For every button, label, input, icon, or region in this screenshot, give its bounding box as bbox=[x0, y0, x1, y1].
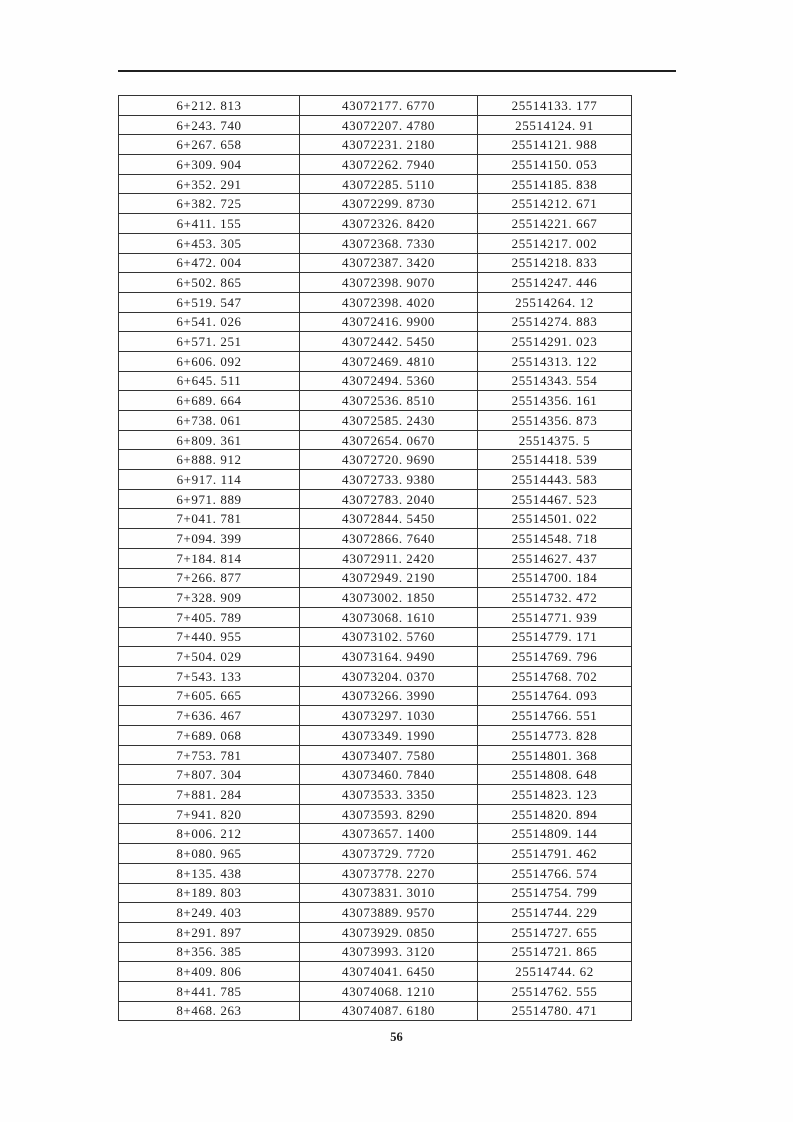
table-row bbox=[119, 765, 632, 785]
page-number: 56 bbox=[390, 1030, 403, 1044]
y-coordinate-cell: 25514779. 171 bbox=[478, 627, 632, 647]
y-coordinate-cell: 25514744. 229 bbox=[478, 903, 632, 923]
x-coordinate-cell: 43073778. 2270 bbox=[300, 863, 478, 883]
x-coordinate-cell: 43073068. 1610 bbox=[300, 607, 478, 627]
y-coordinate-cell: 25514375. 5 bbox=[478, 430, 632, 450]
table-row bbox=[119, 607, 632, 627]
y-coordinate-cell: 25514762. 555 bbox=[478, 981, 632, 1001]
x-coordinate-cell: 43072469. 4810 bbox=[300, 351, 478, 371]
station-cell: 7+266. 877 bbox=[119, 568, 300, 588]
station-cell: 7+041. 781 bbox=[119, 509, 300, 529]
station-cell: 6+571. 251 bbox=[119, 332, 300, 352]
x-coordinate-cell: 43072416. 9900 bbox=[300, 312, 478, 332]
table-row bbox=[119, 962, 632, 982]
table-row bbox=[119, 686, 632, 706]
x-coordinate-cell: 43073002. 1850 bbox=[300, 588, 478, 608]
table-row bbox=[119, 785, 632, 805]
y-coordinate-cell: 25514501. 022 bbox=[478, 509, 632, 529]
x-coordinate-cell: 43072387. 3420 bbox=[300, 253, 478, 273]
x-coordinate-cell: 43073102. 5760 bbox=[300, 627, 478, 647]
x-coordinate-cell: 43073657. 1400 bbox=[300, 824, 478, 844]
table-row bbox=[119, 214, 632, 234]
x-coordinate-cell: 43072949. 2190 bbox=[300, 568, 478, 588]
y-coordinate-cell: 25514764. 093 bbox=[478, 686, 632, 706]
table-row bbox=[119, 903, 632, 923]
y-coordinate-cell: 25514343. 554 bbox=[478, 371, 632, 391]
table-row bbox=[119, 568, 632, 588]
x-coordinate-cell: 43072733. 9380 bbox=[300, 470, 478, 490]
station-cell: 7+605. 665 bbox=[119, 686, 300, 706]
x-coordinate-cell: 43073204. 0370 bbox=[300, 666, 478, 686]
y-coordinate-cell: 25514217. 002 bbox=[478, 233, 632, 253]
x-coordinate-cell: 43073993. 3120 bbox=[300, 942, 478, 962]
header-divider bbox=[118, 70, 676, 72]
x-coordinate-cell: 43072844. 5450 bbox=[300, 509, 478, 529]
x-coordinate-cell: 43074087. 6180 bbox=[300, 1001, 478, 1021]
y-coordinate-cell: 25514754. 799 bbox=[478, 883, 632, 903]
station-cell: 6+453. 305 bbox=[119, 233, 300, 253]
table-row bbox=[119, 174, 632, 194]
y-coordinate-cell: 25514221. 667 bbox=[478, 214, 632, 234]
y-coordinate-cell: 25514124. 91 bbox=[478, 115, 632, 135]
x-coordinate-cell: 43073266. 3990 bbox=[300, 686, 478, 706]
y-coordinate-cell: 25514780. 471 bbox=[478, 1001, 632, 1021]
x-coordinate-cell: 43073929. 0850 bbox=[300, 922, 478, 942]
station-cell: 7+941. 820 bbox=[119, 804, 300, 824]
station-cell: 8+006. 212 bbox=[119, 824, 300, 844]
station-cell: 7+328. 909 bbox=[119, 588, 300, 608]
station-cell: 6+212. 813 bbox=[119, 96, 300, 116]
x-coordinate-cell: 43073407. 7580 bbox=[300, 745, 478, 765]
y-coordinate-cell: 25514771. 939 bbox=[478, 607, 632, 627]
station-cell: 6+971. 889 bbox=[119, 489, 300, 509]
station-cell: 8+441. 785 bbox=[119, 981, 300, 1001]
y-coordinate-cell: 25514773. 828 bbox=[478, 726, 632, 746]
table-row bbox=[119, 470, 632, 490]
y-coordinate-cell: 25514791. 462 bbox=[478, 844, 632, 864]
x-coordinate-cell: 43073349. 1990 bbox=[300, 726, 478, 746]
table-row bbox=[119, 371, 632, 391]
station-cell: 6+917. 114 bbox=[119, 470, 300, 490]
x-coordinate-cell: 43072368. 7330 bbox=[300, 233, 478, 253]
station-cell: 7+094. 399 bbox=[119, 529, 300, 549]
table-row bbox=[119, 824, 632, 844]
table-row bbox=[119, 666, 632, 686]
y-coordinate-cell: 25514744. 62 bbox=[478, 962, 632, 982]
y-coordinate-cell: 25514823. 123 bbox=[478, 785, 632, 805]
station-cell: 7+405. 789 bbox=[119, 607, 300, 627]
station-cell: 8+080. 965 bbox=[119, 844, 300, 864]
table-row bbox=[119, 430, 632, 450]
x-coordinate-cell: 43073729. 7720 bbox=[300, 844, 478, 864]
station-cell: 6+606. 092 bbox=[119, 351, 300, 371]
x-coordinate-cell: 43072720. 9690 bbox=[300, 450, 478, 470]
table-row bbox=[119, 981, 632, 1001]
coordinate-table bbox=[118, 95, 632, 1021]
x-coordinate-cell: 43072398. 4020 bbox=[300, 292, 478, 312]
x-coordinate-cell: 43072494. 5360 bbox=[300, 371, 478, 391]
y-coordinate-cell: 25514809. 144 bbox=[478, 824, 632, 844]
station-cell: 8+189. 803 bbox=[119, 883, 300, 903]
table-row bbox=[119, 647, 632, 667]
table-row bbox=[119, 844, 632, 864]
x-coordinate-cell: 43073533. 3350 bbox=[300, 785, 478, 805]
table-row bbox=[119, 706, 632, 726]
station-cell: 7+504. 029 bbox=[119, 647, 300, 667]
station-cell: 6+888. 912 bbox=[119, 450, 300, 470]
y-coordinate-cell: 25514700. 184 bbox=[478, 568, 632, 588]
table-row bbox=[119, 548, 632, 568]
table-row bbox=[119, 292, 632, 312]
table-row bbox=[119, 332, 632, 352]
y-coordinate-cell: 25514732. 472 bbox=[478, 588, 632, 608]
y-coordinate-cell: 25514808. 648 bbox=[478, 765, 632, 785]
table-row bbox=[119, 883, 632, 903]
station-cell: 7+807. 304 bbox=[119, 765, 300, 785]
table-row bbox=[119, 351, 632, 371]
y-coordinate-cell: 25514356. 161 bbox=[478, 391, 632, 411]
y-coordinate-cell: 25514150. 053 bbox=[478, 155, 632, 175]
x-coordinate-cell: 43074068. 1210 bbox=[300, 981, 478, 1001]
station-cell: 7+636. 467 bbox=[119, 706, 300, 726]
y-coordinate-cell: 25514721. 865 bbox=[478, 942, 632, 962]
x-coordinate-cell: 43072262. 7940 bbox=[300, 155, 478, 175]
x-coordinate-cell: 43072536. 8510 bbox=[300, 391, 478, 411]
x-coordinate-cell: 43074041. 6450 bbox=[300, 962, 478, 982]
x-coordinate-cell: 43072398. 9070 bbox=[300, 273, 478, 293]
x-coordinate-cell: 43072177. 6770 bbox=[300, 96, 478, 116]
station-cell: 8+291. 897 bbox=[119, 922, 300, 942]
y-coordinate-cell: 25514766. 551 bbox=[478, 706, 632, 726]
x-coordinate-cell: 43072783. 2040 bbox=[300, 489, 478, 509]
table-row bbox=[119, 155, 632, 175]
y-coordinate-cell: 25514768. 702 bbox=[478, 666, 632, 686]
y-coordinate-cell: 25514820. 894 bbox=[478, 804, 632, 824]
table-row bbox=[119, 588, 632, 608]
y-coordinate-cell: 25514443. 583 bbox=[478, 470, 632, 490]
table-row bbox=[119, 273, 632, 293]
table-row bbox=[119, 509, 632, 529]
station-cell: 6+519. 547 bbox=[119, 292, 300, 312]
x-coordinate-cell: 43073460. 7840 bbox=[300, 765, 478, 785]
x-coordinate-cell: 43072866. 7640 bbox=[300, 529, 478, 549]
y-coordinate-cell: 25514185. 838 bbox=[478, 174, 632, 194]
station-cell: 6+472. 004 bbox=[119, 253, 300, 273]
station-cell: 8+135. 438 bbox=[119, 863, 300, 883]
table-row bbox=[119, 922, 632, 942]
x-coordinate-cell: 43072207. 4780 bbox=[300, 115, 478, 135]
y-coordinate-cell: 25514218. 833 bbox=[478, 253, 632, 273]
station-cell: 6+382. 725 bbox=[119, 194, 300, 214]
x-coordinate-cell: 43072911. 2420 bbox=[300, 548, 478, 568]
table-row bbox=[119, 863, 632, 883]
x-coordinate-cell: 43072326. 8420 bbox=[300, 214, 478, 234]
station-cell: 7+184. 814 bbox=[119, 548, 300, 568]
x-coordinate-cell: 43072442. 5450 bbox=[300, 332, 478, 352]
y-coordinate-cell: 25514274. 883 bbox=[478, 312, 632, 332]
y-coordinate-cell: 25514418. 539 bbox=[478, 450, 632, 470]
table-row bbox=[119, 942, 632, 962]
x-coordinate-cell: 43072285. 5110 bbox=[300, 174, 478, 194]
table-row bbox=[119, 391, 632, 411]
station-cell: 6+689. 664 bbox=[119, 391, 300, 411]
station-cell: 8+409. 806 bbox=[119, 962, 300, 982]
table-row bbox=[119, 627, 632, 647]
y-coordinate-cell: 25514212. 671 bbox=[478, 194, 632, 214]
table-row bbox=[119, 194, 632, 214]
y-coordinate-cell: 25514264. 12 bbox=[478, 292, 632, 312]
station-cell: 7+753. 781 bbox=[119, 745, 300, 765]
table-row bbox=[119, 312, 632, 332]
station-cell: 7+543. 133 bbox=[119, 666, 300, 686]
station-cell: 6+267. 658 bbox=[119, 135, 300, 155]
x-coordinate-cell: 43073164. 9490 bbox=[300, 647, 478, 667]
x-coordinate-cell: 43072299. 8730 bbox=[300, 194, 478, 214]
y-coordinate-cell: 25514121. 988 bbox=[478, 135, 632, 155]
station-cell: 6+738. 061 bbox=[119, 411, 300, 431]
y-coordinate-cell: 25514247. 446 bbox=[478, 273, 632, 293]
station-cell: 8+249. 403 bbox=[119, 903, 300, 923]
station-cell: 8+356. 385 bbox=[119, 942, 300, 962]
station-cell: 6+243. 740 bbox=[119, 115, 300, 135]
x-coordinate-cell: 43073889. 9570 bbox=[300, 903, 478, 923]
table-row bbox=[119, 726, 632, 746]
station-cell: 7+881. 284 bbox=[119, 785, 300, 805]
station-cell: 6+541. 026 bbox=[119, 312, 300, 332]
table-row bbox=[119, 804, 632, 824]
coordinate-table-body bbox=[119, 96, 632, 1021]
y-coordinate-cell: 25514356. 873 bbox=[478, 411, 632, 431]
station-cell: 7+689. 068 bbox=[119, 726, 300, 746]
table-row bbox=[119, 450, 632, 470]
table-row bbox=[119, 529, 632, 549]
table-row bbox=[119, 1001, 632, 1021]
y-coordinate-cell: 25514769. 796 bbox=[478, 647, 632, 667]
y-coordinate-cell: 25514766. 574 bbox=[478, 863, 632, 883]
x-coordinate-cell: 43072585. 2430 bbox=[300, 411, 478, 431]
x-coordinate-cell: 43072231. 2180 bbox=[300, 135, 478, 155]
y-coordinate-cell: 25514291. 023 bbox=[478, 332, 632, 352]
station-cell: 6+502. 865 bbox=[119, 273, 300, 293]
x-coordinate-cell: 43073593. 8290 bbox=[300, 804, 478, 824]
table-row bbox=[119, 233, 632, 253]
table-row bbox=[119, 411, 632, 431]
table-row bbox=[119, 96, 632, 116]
station-cell: 6+352. 291 bbox=[119, 174, 300, 194]
x-coordinate-cell: 43073831. 3010 bbox=[300, 883, 478, 903]
table-row bbox=[119, 115, 632, 135]
station-cell: 8+468. 263 bbox=[119, 1001, 300, 1021]
table-row bbox=[119, 135, 632, 155]
y-coordinate-cell: 25514133. 177 bbox=[478, 96, 632, 116]
station-cell: 7+440. 955 bbox=[119, 627, 300, 647]
table-row bbox=[119, 745, 632, 765]
y-coordinate-cell: 25514548. 718 bbox=[478, 529, 632, 549]
y-coordinate-cell: 25514801. 368 bbox=[478, 745, 632, 765]
station-cell: 6+309. 904 bbox=[119, 155, 300, 175]
y-coordinate-cell: 25514727. 655 bbox=[478, 922, 632, 942]
station-cell: 6+809. 361 bbox=[119, 430, 300, 450]
y-coordinate-cell: 25514627. 437 bbox=[478, 548, 632, 568]
station-cell: 6+645. 511 bbox=[119, 371, 300, 391]
table-row bbox=[119, 253, 632, 273]
y-coordinate-cell: 25514467. 523 bbox=[478, 489, 632, 509]
station-cell: 6+411. 155 bbox=[119, 214, 300, 234]
x-coordinate-cell: 43073297. 1030 bbox=[300, 706, 478, 726]
y-coordinate-cell: 25514313. 122 bbox=[478, 351, 632, 371]
table-row bbox=[119, 489, 632, 509]
x-coordinate-cell: 43072654. 0670 bbox=[300, 430, 478, 450]
